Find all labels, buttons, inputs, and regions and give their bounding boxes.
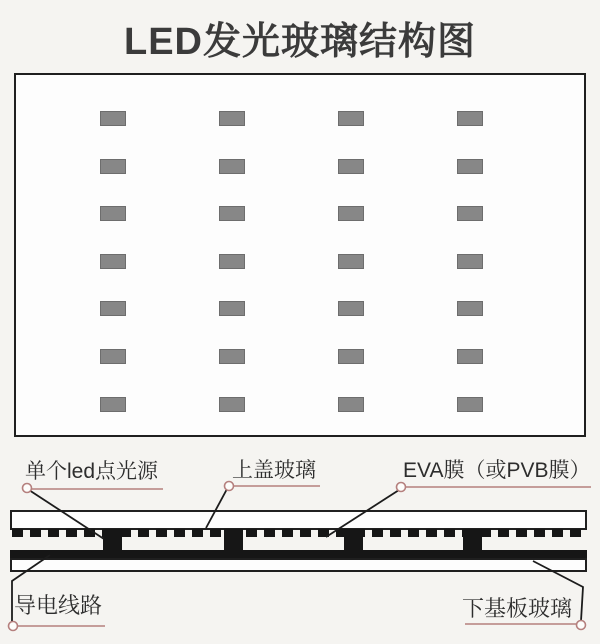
top-cover-glass-layer — [10, 510, 587, 530]
callout-circle-led-source — [23, 484, 32, 493]
led-chip — [344, 529, 363, 550]
led-dot — [219, 301, 245, 316]
led-dot — [100, 159, 126, 174]
led-dot — [338, 159, 364, 174]
led-dot — [219, 254, 245, 269]
led-dot — [457, 159, 483, 174]
led-chip — [224, 529, 243, 550]
page-title: LED发光玻璃结构图 — [123, 21, 476, 63]
led-chip — [103, 529, 122, 550]
label-bottom-substrate-glass: 下基板玻璃 — [462, 596, 573, 621]
label-eva-film: EVA膜（或PVB膜） — [403, 459, 591, 482]
label-led-point-source: 单个led点光源 — [25, 460, 159, 483]
led-dot — [457, 206, 483, 221]
led-dot — [219, 349, 245, 364]
led-dot — [338, 206, 364, 221]
led-dot — [457, 397, 483, 412]
callout-circle-eva-film — [397, 483, 406, 492]
callout-circle-conductive-circuit — [9, 622, 18, 631]
led-dot — [219, 111, 245, 126]
led-dot — [338, 111, 364, 126]
led-dot — [100, 349, 126, 364]
led-dot — [100, 397, 126, 412]
callout-circle-bottom-glass — [577, 621, 586, 630]
led-dot — [100, 206, 126, 221]
eva-film-layer — [12, 529, 585, 537]
led-dot — [219, 159, 245, 174]
led-chip — [463, 529, 482, 550]
led-dot — [457, 111, 483, 126]
callout-circle-top-glass — [225, 482, 234, 491]
led-dot — [100, 111, 126, 126]
led-dot — [338, 349, 364, 364]
led-dot — [100, 254, 126, 269]
led-array-top-view — [14, 73, 586, 437]
led-dot — [457, 301, 483, 316]
led-dot — [338, 301, 364, 316]
led-dot — [219, 397, 245, 412]
led-dot — [457, 349, 483, 364]
led-dot — [338, 397, 364, 412]
conductive-circuit-layer — [10, 550, 587, 558]
led-dot — [338, 254, 364, 269]
led-dot — [100, 301, 126, 316]
bottom-substrate-glass-layer — [10, 558, 587, 572]
led-dot — [219, 206, 245, 221]
label-top-cover-glass: 上盖玻璃 — [232, 459, 316, 482]
led-dot — [457, 254, 483, 269]
label-conductive-circuit: 导电线路 — [14, 593, 103, 618]
